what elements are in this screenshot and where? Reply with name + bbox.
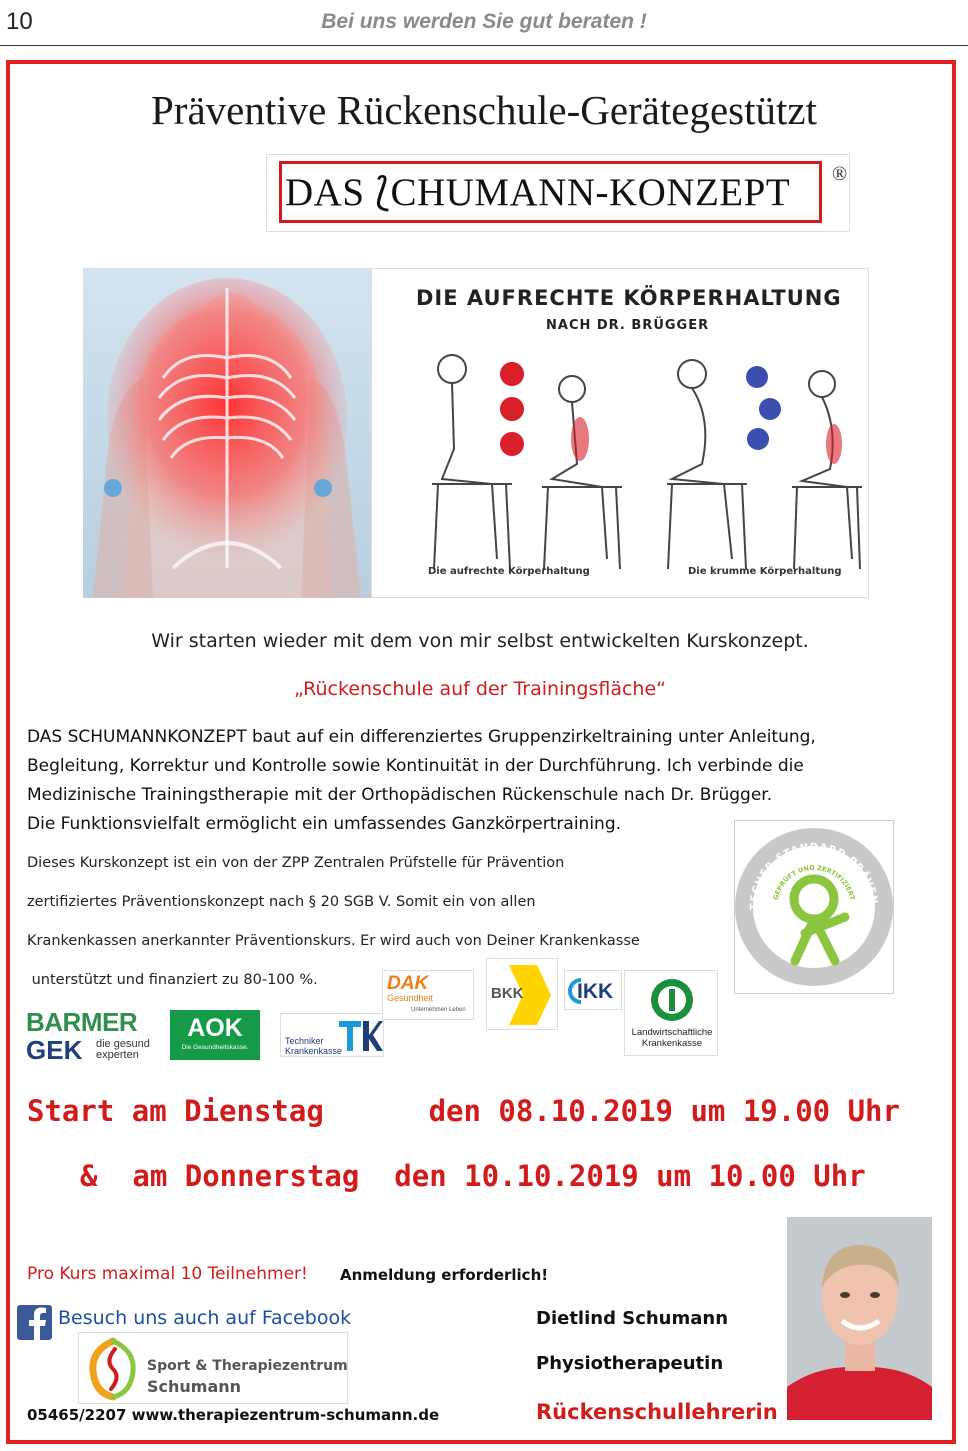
- body-line: Medizinische Trainingstherapie mit der Orthopädischen Rückenschule nach Dr. Brügger.: [27, 785, 773, 805]
- course-subtitle: „Rückenschule auf der Trainingsfläche“: [293, 678, 666, 700]
- instructor-photo: [787, 1217, 932, 1420]
- tk-line-2: Krankenkasse: [285, 1046, 343, 1056]
- cert-line: Dieses Kurskonzept ist ein von der ZPP Zentralen Prüfstelle für Prävention: [27, 855, 565, 871]
- facebook-link[interactable]: Besuch uns auch auf Facebook: [58, 1307, 352, 1329]
- cert-line: Krankenkassen anerkannter Präventionskurs. Er wird auch von Deiner Krankenkasse: [27, 933, 640, 949]
- lkk-mark: [649, 977, 695, 1023]
- tk-logo: [280, 1013, 384, 1057]
- contact-info[interactable]: 05465/2207 www.therapiezentrum-schumann.de: [27, 1406, 440, 1424]
- dak-slogan: Unternehmen Leben: [411, 1007, 466, 1013]
- header-rule: [0, 45, 968, 46]
- barmer-slogan-1: die gesund: [96, 1038, 150, 1050]
- ikk-logo: [564, 970, 622, 1010]
- aok-subtitle: Die Gesundheitskasse.: [181, 1044, 249, 1051]
- seal-text: TSCHER STANDARD PRÄVEN: [748, 841, 880, 911]
- header-slogan: Bei uns werden Sie gut beraten !: [321, 10, 647, 33]
- dak-text: DAK: [387, 973, 429, 994]
- instructor-name: Dietlind Schumann: [536, 1308, 729, 1329]
- cert-line: zertifiziertes Präventionskonzept nach § 20 SGB V. Somit ein von allen: [27, 894, 536, 910]
- gek-text: GEK: [26, 1035, 83, 1065]
- ikk-text: IKK: [577, 980, 614, 1003]
- posture-subtitle: NACH DR. BRÜGGER: [546, 318, 710, 333]
- spine-illustration: [83, 268, 371, 598]
- tk-mark: [337, 1017, 383, 1055]
- body-line: Die Funktionsvielfalt ermöglicht ein umfassendes Ganzkörpertraining.: [27, 814, 622, 834]
- start-date-thursday: & am Donnerstag den 10.10.2019 um 10.00 Uhr: [80, 1159, 866, 1193]
- max-participants: Pro Kurs maximal 10 Teilnehmer!: [27, 1264, 308, 1284]
- start-date-tuesday: Start am Dienstag den 08.10.2019 um 19.00 Uhr: [27, 1094, 900, 1128]
- bkk-logo: [486, 958, 558, 1030]
- dak-subtitle: Gesundheit: [387, 993, 434, 1003]
- barmer-gek-logo: [24, 1007, 162, 1065]
- portrait: [787, 1217, 932, 1420]
- aok-text: AOK: [187, 1014, 243, 1042]
- body-line: Begleitung, Korrektur und Kontrolle sowie Kontinuität in der Durchführung. Ich verbinde die: [27, 756, 804, 776]
- page-number: 10: [6, 8, 33, 35]
- facebook-glyph: [17, 1305, 52, 1340]
- instructor-role-2: Rückenschullehrerin: [536, 1400, 778, 1424]
- seal-graphic: [735, 821, 893, 993]
- cert-line: unterstützt und finanziert zu 80-100 %.: [27, 972, 318, 988]
- lkk-line-2: Krankenkasse: [641, 1038, 703, 1049]
- page-title: Präventive Rückenschule-Gerätegestützt: [151, 87, 817, 133]
- lkk-logo: [624, 970, 718, 1056]
- logo-text: DAS ⟅CHUMANN-KONZEPT: [285, 171, 791, 214]
- caption-bent: Die krumme Körperhaltung: [688, 566, 842, 577]
- lkk-line-1: Landwirtschaftliche: [631, 1027, 713, 1038]
- barmer-text: BARMER: [26, 1007, 138, 1037]
- seal-inner-text: GEPRÜFT UND ZERTIFIZIERT: [771, 863, 857, 901]
- dak-logo: [382, 970, 474, 1020]
- facebook-icon[interactable]: [17, 1305, 52, 1340]
- registration-note: Anmeldung erforderlich!: [340, 1266, 549, 1284]
- spine-illustration-svg: [83, 268, 371, 598]
- therapy-center-name-2: Schumann: [147, 1377, 242, 1396]
- tk-line-1: Techniker: [285, 1036, 324, 1046]
- therapy-center-name-1: Sport & Therapiezentrum: [147, 1358, 348, 1374]
- therapy-center-mark: [83, 1337, 143, 1401]
- posture-title: DIE AUFRECHTE KÖRPERHALTUNG: [416, 286, 842, 310]
- aok-logo: [170, 1010, 260, 1060]
- barmer-slogan-2: experten: [96, 1049, 139, 1061]
- registered-mark: ®: [832, 163, 848, 185]
- caption-upright: Die aufrechte Körperhaltung: [428, 566, 590, 577]
- certification-seal: [734, 820, 894, 994]
- bkk-text: BKK: [491, 985, 524, 1002]
- instructor-role: Physiotherapeutin: [536, 1353, 724, 1374]
- body-line: DAS SCHUMANNKONZEPT baut auf ein differenziertes Gruppenzirkeltraining unter Anleitung,: [27, 727, 816, 747]
- intro-text: Wir starten wieder mit dem von mir selbst entwickelten Kurskonzept.: [151, 630, 809, 652]
